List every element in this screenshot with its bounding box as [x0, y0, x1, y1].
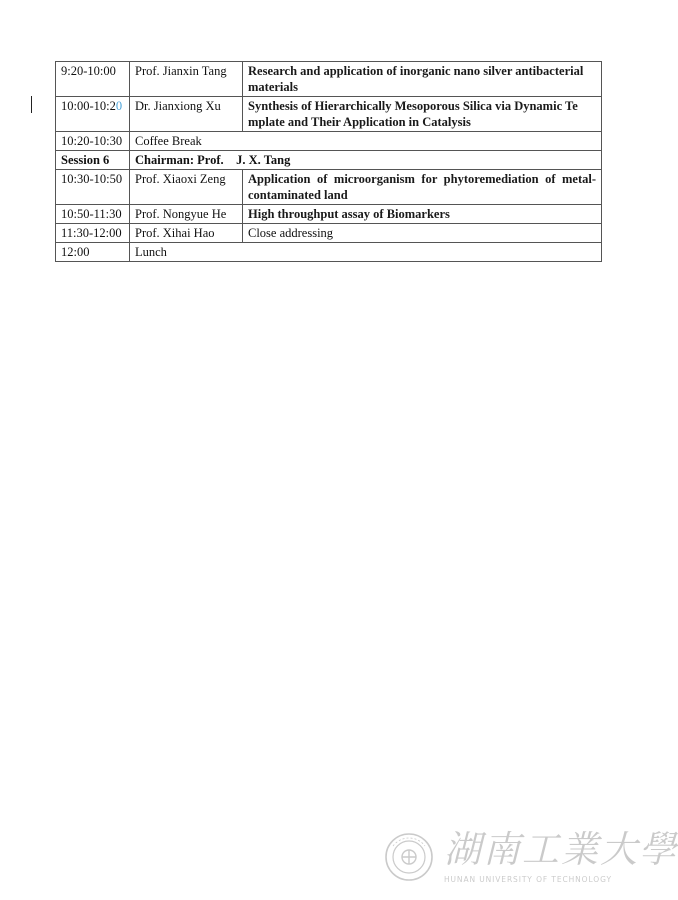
talk-title-cell: Synthesis of Hierarchically Mesoporous Silica via Dynamic Te mplate and Their Application in Catalysis: [243, 97, 602, 132]
table-row: [56, 243, 602, 262]
time-cell: 10:20-10:30: [56, 132, 130, 151]
time-cell: 10:50-11:30: [56, 205, 130, 224]
time-cell: 10:30-10:50: [56, 170, 130, 205]
table-row: [56, 224, 602, 243]
session-chair-text: Chairman: Prof. J. X. Tang: [135, 153, 291, 167]
time-cell: 11:30-12:00: [56, 224, 130, 243]
speaker-cell: Prof. Xihai Hao: [130, 224, 243, 243]
time-cell: 12:00: [56, 243, 130, 262]
university-watermark-logo: [384, 828, 678, 890]
speaker-cell: Prof. Nongyue He: [130, 205, 243, 224]
table-row: [56, 205, 602, 224]
break-cell: Coffee Break: [130, 132, 602, 151]
time-cell: 9:20-10:00: [56, 62, 130, 97]
schedule-table: [55, 61, 602, 262]
table-row: [56, 170, 602, 205]
university-seal-icon: [384, 832, 434, 882]
time-cell: [56, 97, 130, 132]
time-text: 10:00-10:2: [61, 99, 116, 113]
university-name-calligraphy: 湖南工業大學: [444, 828, 678, 871]
table-row: [56, 62, 602, 97]
talk-title-cell: High throughput assay of Biomarkers: [243, 205, 602, 224]
revision-change-bar: [31, 96, 32, 113]
table-row: [56, 132, 602, 151]
speaker-cell: Prof. Xiaoxi Zeng: [130, 170, 243, 205]
speaker-cell: Dr. Jianxiong Xu: [130, 97, 243, 132]
talk-title-cell: Application of microorganism for phytoremediation of metal-contaminated land: [243, 170, 602, 205]
inserted-revision-text: 0: [115, 99, 123, 113]
university-name-english: HUNAN UNIVERSITY OF TECHNOLOGY: [444, 875, 612, 884]
session-chair: [130, 151, 602, 170]
session-header-row: [56, 151, 602, 170]
table-row: [56, 97, 602, 132]
lunch-cell: Lunch: [130, 243, 602, 262]
talk-title-cell: Research and application of inorganic nano silver antibacterial materials: [243, 62, 602, 97]
speaker-cell: Prof. Jianxin Tang: [130, 62, 243, 97]
session-label: Session 6: [56, 151, 130, 170]
talk-title-cell: Close addressing: [243, 224, 602, 243]
